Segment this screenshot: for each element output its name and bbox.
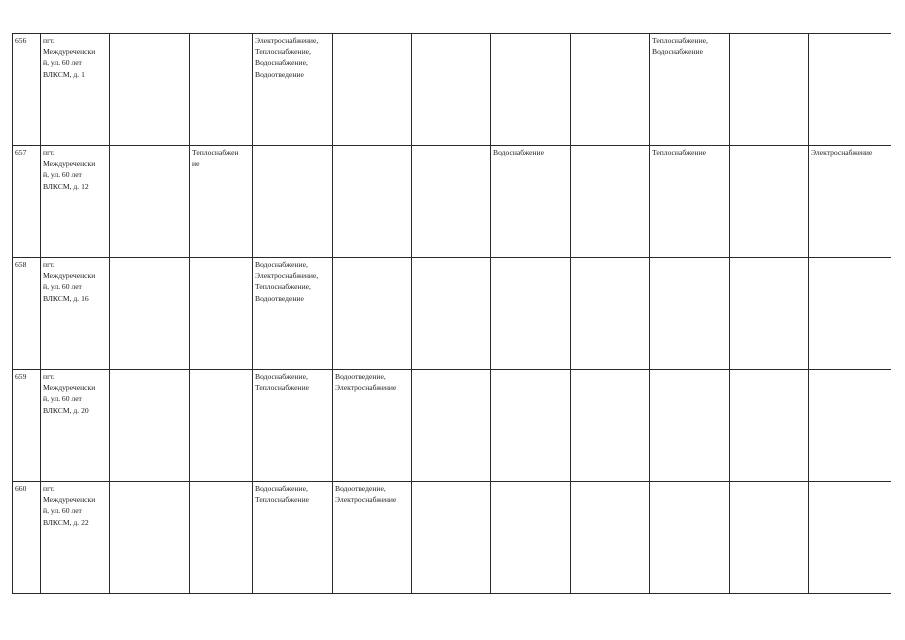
table-cell [333, 146, 412, 258]
row-number-cell [13, 482, 41, 594]
table-cell [491, 482, 571, 594]
table-cell [809, 370, 891, 482]
table-cell [650, 482, 730, 594]
table-cell [809, 258, 891, 370]
table-row [13, 34, 891, 146]
table-cell: Теплоснабжение, Водоснабжение [650, 34, 730, 146]
table-cell [730, 482, 809, 594]
table-row [13, 146, 891, 258]
table-cell [333, 258, 412, 370]
table-cell: Водоснабжение, Теплоснабжение [253, 482, 333, 594]
address-cell [41, 34, 110, 146]
table-cell [571, 146, 650, 258]
table-cell [571, 482, 650, 594]
row-number: 657 [15, 148, 27, 157]
row-number: 659 [15, 372, 27, 381]
table-row [13, 370, 891, 482]
table-cell [730, 34, 809, 146]
table-cell: Водоотведение, Электроснабжение [333, 370, 412, 482]
table-cell [491, 370, 571, 482]
table-cell [571, 34, 650, 146]
table-cell [412, 258, 491, 370]
row-number: 660 [15, 484, 27, 493]
table-cell [412, 34, 491, 146]
address-cell [41, 146, 110, 258]
table-cell [730, 370, 809, 482]
table-cell [571, 370, 650, 482]
table-cell: Водоотведение, Электроснабжение [333, 482, 412, 594]
table-cell [412, 146, 491, 258]
table-cell: Теплоснабжение [650, 146, 730, 258]
address-cell [41, 370, 110, 482]
table-cell [110, 482, 190, 594]
table-row [13, 258, 891, 370]
table-cell [809, 482, 891, 594]
address-cell [41, 258, 110, 370]
table-cell [110, 146, 190, 258]
row-number-cell [13, 258, 41, 370]
table-cell: Электроснабжение [809, 146, 891, 258]
row-number: 658 [15, 260, 27, 269]
table-cell [190, 258, 253, 370]
table-cell [333, 34, 412, 146]
table-cell [412, 370, 491, 482]
table-cell [110, 258, 190, 370]
table-cell [190, 482, 253, 594]
table-cell [491, 258, 571, 370]
row-number-cell [13, 146, 41, 258]
address-text: пгт. Междуреченски й, ул. 60 лет ВЛКСМ, д. 16 [43, 260, 96, 303]
table-cell [190, 370, 253, 482]
address-text: пгт. Междуреченски й, ул. 60 лет ВЛКСМ, д. 20 [43, 372, 96, 415]
table-cell: Водоснабжение, Теплоснабжение [253, 370, 333, 482]
table-cell: Водоснабжение [491, 146, 571, 258]
table-cell [571, 258, 650, 370]
table-cell [730, 258, 809, 370]
address-text: пгт. Междуреченски й, ул. 60 лет ВЛКСМ, д. 1 [43, 36, 96, 79]
table-cell [491, 34, 571, 146]
address-text: пгт. Междуреченски й, ул. 60 лет ВЛКСМ, д. 12 [43, 148, 96, 191]
table-cell [650, 258, 730, 370]
table-cell: Теплоснабжен ие [190, 146, 253, 258]
address-text: пгт. Междуреченски й, ул. 60 лет ВЛКСМ, д. 22 [43, 484, 96, 527]
table-cell [412, 482, 491, 594]
address-cell [41, 482, 110, 594]
table-cell: Водоснабжение, Электроснабжение, Теплоснабжение, Водоотведение [253, 258, 333, 370]
row-number: 656 [15, 36, 27, 45]
table-cell [809, 34, 891, 146]
row-number-cell [13, 34, 41, 146]
utilities-table [12, 33, 891, 594]
table-cell [730, 146, 809, 258]
table-row [13, 482, 891, 594]
table-cell: Электроснабжение, Теплоснабжение, Водоснабжение, Водоотведение [253, 34, 333, 146]
row-number-cell [13, 370, 41, 482]
table-cell [110, 34, 190, 146]
table-cell [190, 34, 253, 146]
table-cell [253, 146, 333, 258]
table-cell [650, 370, 730, 482]
table-cell [110, 370, 190, 482]
